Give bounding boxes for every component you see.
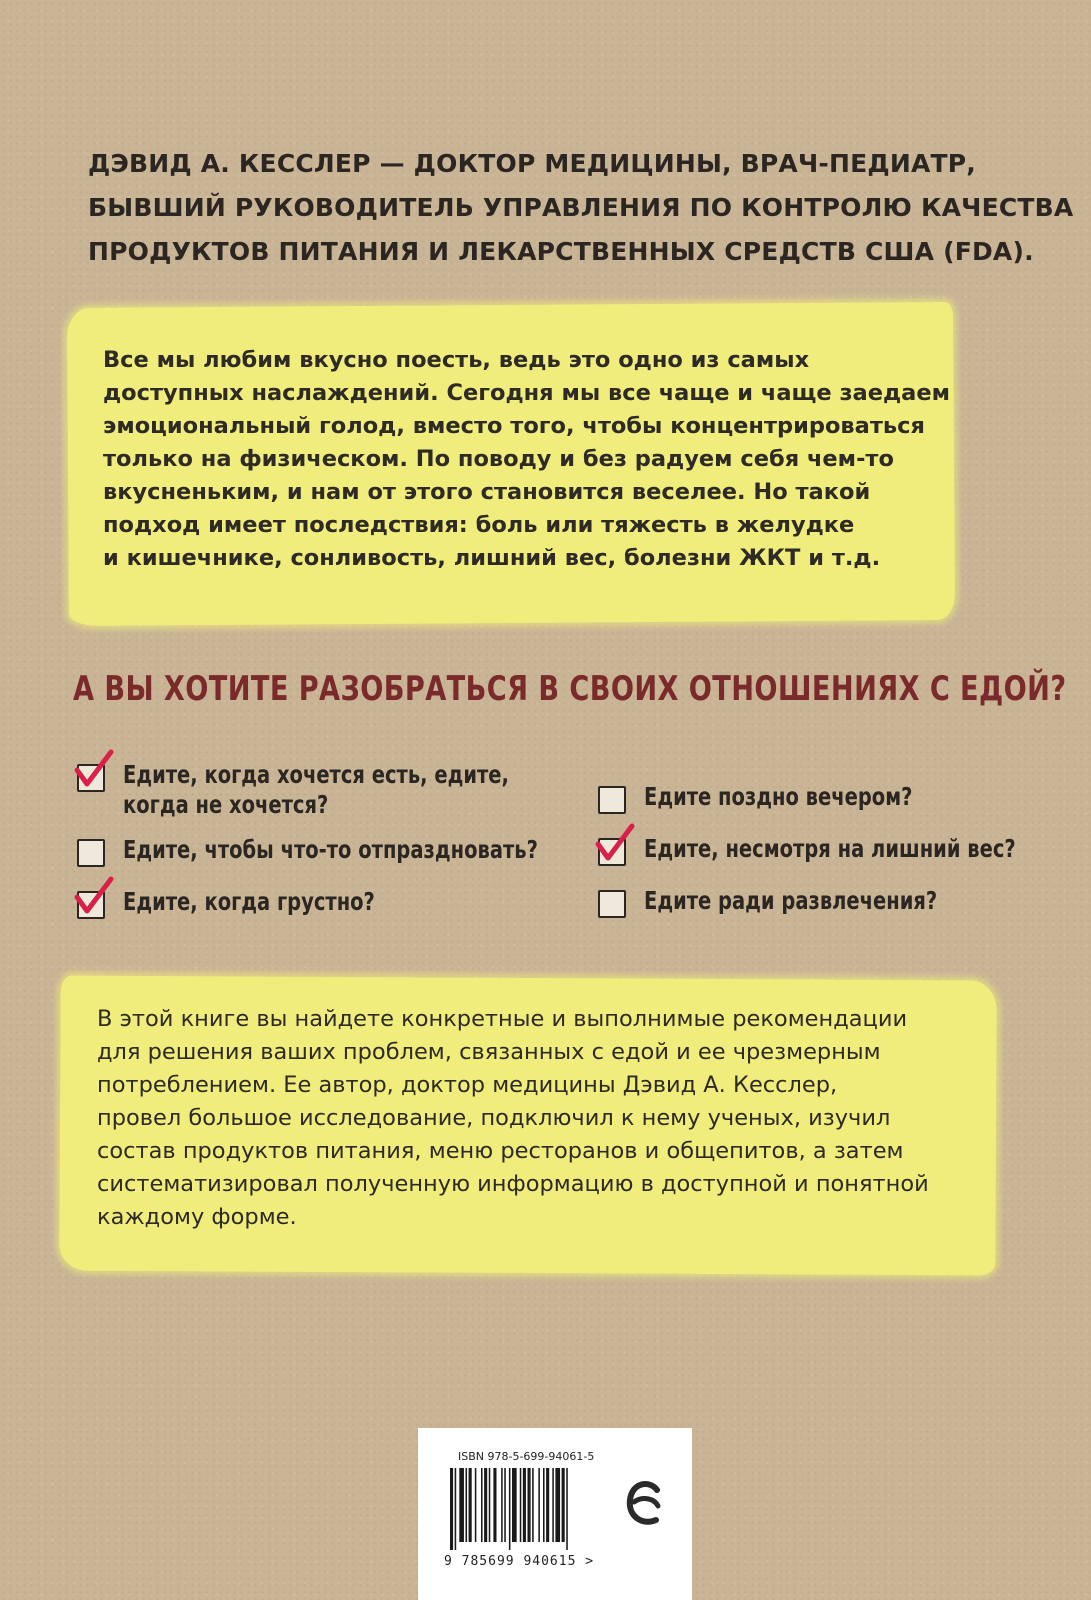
intro-line: Все мы любим вкусно поесть, ведь это одно из самых — [103, 347, 810, 373]
checklist-label — [123, 887, 375, 917]
barcode-bar — [546, 1468, 549, 1542]
checklist-item-eat-anytime[interactable] — [77, 760, 618, 820]
barcode-bar — [566, 1468, 568, 1550]
isbn-text: ISBN 978-5-699-94061-5 — [458, 1450, 595, 1463]
checkbox[interactable] — [598, 890, 626, 918]
checkmark-icon — [73, 750, 115, 792]
about-line: состав продуктов питания, меню ресторанов и общепитов, а затем — [97, 1138, 904, 1164]
about-line: для решения ваших проблем, связанных с едой и ее чрезмерным — [97, 1039, 881, 1065]
checklist-label-line: Едите, когда хочется есть, едите, — [123, 760, 509, 789]
barcode-bar — [481, 1468, 483, 1542]
author-line: БЫВШИЙ РУКОВОДИТЕЛЬ УПРАВЛЕНИЯ ПО КОНТРОЛЮ КАЧЕСТВА — [88, 193, 1074, 222]
about-line: В этой книге вы найдете конкретные и выполнимые рекомендации — [97, 1006, 908, 1032]
barcode-panel — [418, 1428, 692, 1600]
barcode-bar — [466, 1468, 468, 1542]
checklist-item-sad[interactable] — [77, 887, 446, 919]
checklist-item-entertainment[interactable] — [598, 886, 1020, 918]
barcode-bar — [493, 1468, 496, 1542]
checklist-item-overweight[interactable] — [598, 834, 1091, 866]
checklist-label — [644, 886, 937, 916]
barcode-bar — [555, 1468, 560, 1542]
checklist-label-line: Едите, несмотря на лишний вес? — [644, 834, 1016, 863]
intro-line: только на физическом. По поводу и без радуем себя чем-то — [103, 446, 894, 472]
checkbox[interactable] — [598, 786, 626, 814]
checklist-label — [644, 834, 1016, 864]
barcode-digits: 9 785699 940615 > — [444, 1554, 595, 1569]
barcode-bar — [489, 1468, 491, 1542]
checklist-label-line: когда не хочется? — [123, 790, 329, 819]
barcode-bar — [532, 1468, 534, 1542]
checkbox[interactable] — [598, 838, 626, 866]
barcode-bar — [562, 1468, 565, 1542]
barcode-bar — [552, 1468, 554, 1542]
checklist-label-line: Едите поздно вечером? — [644, 782, 913, 811]
intro-line: подход имеет последствия: боль или тяжесть в желудке — [103, 512, 855, 538]
barcode-bar — [501, 1468, 503, 1542]
about-line: потреблением. Ее автор, доктор медицины Дэвид А. Кесслер, — [97, 1072, 838, 1098]
barcode-bar — [469, 1468, 472, 1542]
checklist-label — [644, 782, 912, 812]
about-paragraph — [97, 1003, 929, 1234]
author-line: ДЭВИД А. КЕССЛЕР — ДОКТОР МЕДИЦИНЫ, ВРАЧ-ПЕДИАТР, — [88, 149, 976, 178]
about-line: каждому форме. — [97, 1204, 297, 1230]
checklist-label-line: Едите, когда грустно? — [123, 887, 375, 916]
checklist-item-celebrate[interactable] — [77, 835, 655, 867]
barcode-bar — [509, 1468, 511, 1550]
barcode-bar — [484, 1468, 487, 1542]
barcode-bar — [459, 1468, 464, 1542]
checklist-label-line: Едите ради развлечения? — [644, 886, 938, 915]
checkbox[interactable] — [77, 839, 105, 867]
barcode-bar — [455, 1468, 457, 1550]
barcode-bar — [538, 1468, 540, 1542]
intro-line: и кишечнике, сонливость, лишний вес, болезни ЖКТ и т.д. — [103, 545, 881, 571]
author-line: ПРОДУКТОВ ПИТАНИЯ И ЛЕКАРСТВЕННЫХ СРЕДСТВ США (FDA). — [88, 237, 1034, 266]
barcode-bar — [543, 1468, 545, 1542]
intro-paragraph — [103, 344, 950, 575]
intro-line: эмоциональный голод, вместо того, чтобы концентрироваться — [103, 413, 925, 439]
checkmark-icon — [594, 824, 636, 866]
barcode-bar — [523, 1468, 526, 1542]
barcode-bar — [528, 1468, 531, 1542]
checklist-label — [123, 760, 509, 820]
barcode-bar — [504, 1468, 506, 1542]
about-line: систематизировал полученную информацию в доступной и понятной — [97, 1171, 929, 1197]
barcode-icon — [450, 1468, 620, 1550]
author-bio — [88, 142, 1074, 274]
publisher-logo-icon — [624, 1476, 666, 1530]
intro-line: доступных наслаждений. Сегодня мы все чаще и чаще заедаем — [103, 380, 951, 406]
barcode-bar — [475, 1468, 477, 1542]
checklist-label-line: Едите, чтобы что-то отпраздновать? — [123, 835, 538, 864]
barcode-bar — [520, 1468, 522, 1542]
barcode-bar — [512, 1468, 517, 1542]
intro-line: вкусненьким, и нам от этого становится веселее. Но такой — [103, 479, 871, 505]
checkmark-icon — [73, 877, 115, 919]
checklist-label — [123, 835, 538, 865]
checkbox[interactable] — [77, 891, 105, 919]
about-line: провел большое исследование, подключил к нему ученых, изучил — [97, 1105, 891, 1131]
question-heading: А ВЫ ХОТИТЕ РАЗОБРАТЬСЯ В СВОИХ ОТНОШЕНИЯХ С ЕДОЙ? — [73, 669, 1067, 709]
checklist-item-late-evening[interactable] — [598, 782, 988, 814]
checkbox[interactable] — [77, 764, 105, 792]
barcode-bar — [450, 1468, 453, 1550]
